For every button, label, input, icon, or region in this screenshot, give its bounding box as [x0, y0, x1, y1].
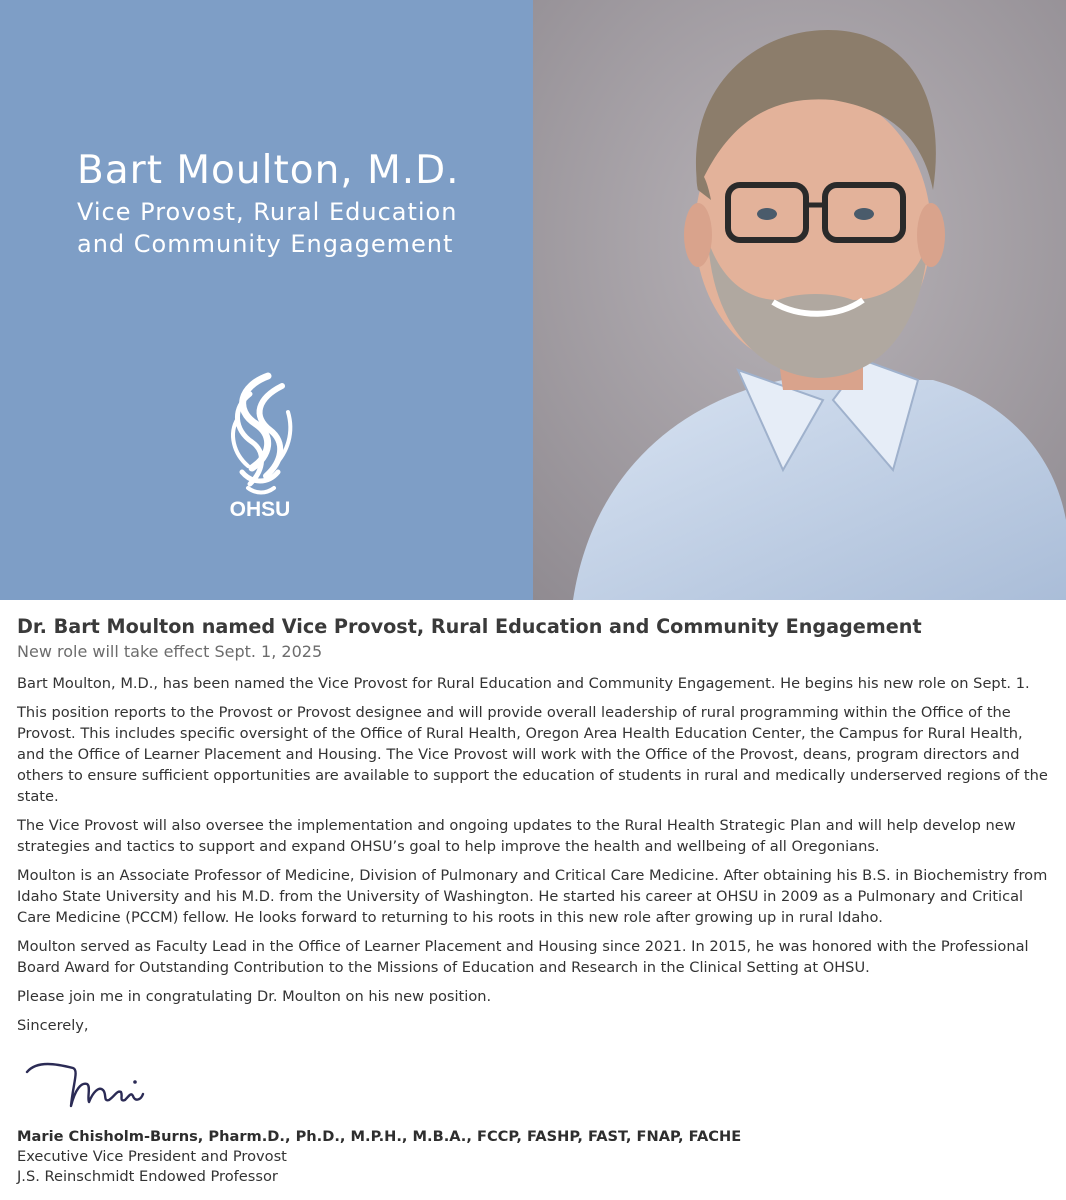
article-paragraph: Please join me in congratulating Dr. Moulton on his new position.: [17, 988, 492, 1005]
hero-title-panel: [0, 0, 533, 600]
article-paragraph: This position reports to the Provost or Provost designee and will provide overall leadership of rural programming within the Office of the Provost. This includes specific oversight of the Office of Rural Health, Oregon Area Health Education Center, the Campus for Rural Health, and the Office of Learner Placement and Housing. The Vice Provost will work with the Office of the Provost, deans, program directors and others to ensure sufficient opportunities are available to support the education of students in rural and medically underserved regions of the state.: [17, 704, 1048, 805]
signer-endowed-title: J.S. Reinschmidt Endowed Professor: [17, 1168, 278, 1185]
portrait-photo: [533, 0, 1066, 600]
announcement-article: [17, 614, 1053, 1187]
ohsu-logo: [212, 372, 308, 528]
signer-name: Marie Chisholm-Burns, Pharm.D., Ph.D., M.P.H., M.B.A., FCCP, FASHP, FAST, FNAP, FACHE: [17, 1128, 742, 1145]
article-paragraph: Moulton is an Associate Professor of Medicine, Division of Pulmonary and Critical Care Medicine. After obtaining his B.S. in Biochemistry from Idaho State University and his M.D. from the University of Washington. He started his career at OHSU in 2009 as a Pulmonary and Critical Care Medicine (PCCM) fellow. He looks forward to returning to his roots in this new role after growing up in rural Idaho.: [17, 867, 1048, 926]
hero-title-line-1: Vice Provost, Rural Education: [77, 198, 458, 226]
signer-title: Executive Vice President and Provost: [17, 1148, 287, 1165]
handwritten-signature: [17, 1050, 167, 1118]
article-paragraph: Moulton served as Faculty Lead in the Office of Learner Placement and Housing since 2021. In 2015, he was honored with the Professional Board Award for Outstanding Contribution to the Missions of Education and Research in the Clinical Setting at OHSU.: [17, 938, 1029, 976]
article-paragraph: Bart Moulton, M.D., has been named the Vice Provost for Rural Education and Community Engagement. He begins his new role on Sept. 1.: [17, 675, 1030, 692]
ohsu-flame-icon: [212, 372, 308, 496]
closing: Sincerely,: [17, 1017, 89, 1034]
hero-title-line-2: and Community Engagement: [77, 230, 454, 258]
article-headline: Dr. Bart Moulton named Vice Provost, Rural Education and Community Engagement: [17, 615, 922, 638]
logo-text: OHSU: [229, 498, 291, 521]
signer-block: [17, 1127, 1053, 1187]
article-subhead: New role will take effect Sept. 1, 2025: [17, 642, 323, 661]
article-paragraph: The Vice Provost will also oversee the implementation and ongoing updates to the Rural Health Strategic Plan and will help develop new strategies and tactics to support and expand OHSU’s goal to help improve the health and wellbeing of all Oregonians.: [17, 817, 1016, 855]
hero-role-title: [77, 196, 457, 260]
hero-name: Bart Moulton, M.D.: [77, 148, 460, 193]
